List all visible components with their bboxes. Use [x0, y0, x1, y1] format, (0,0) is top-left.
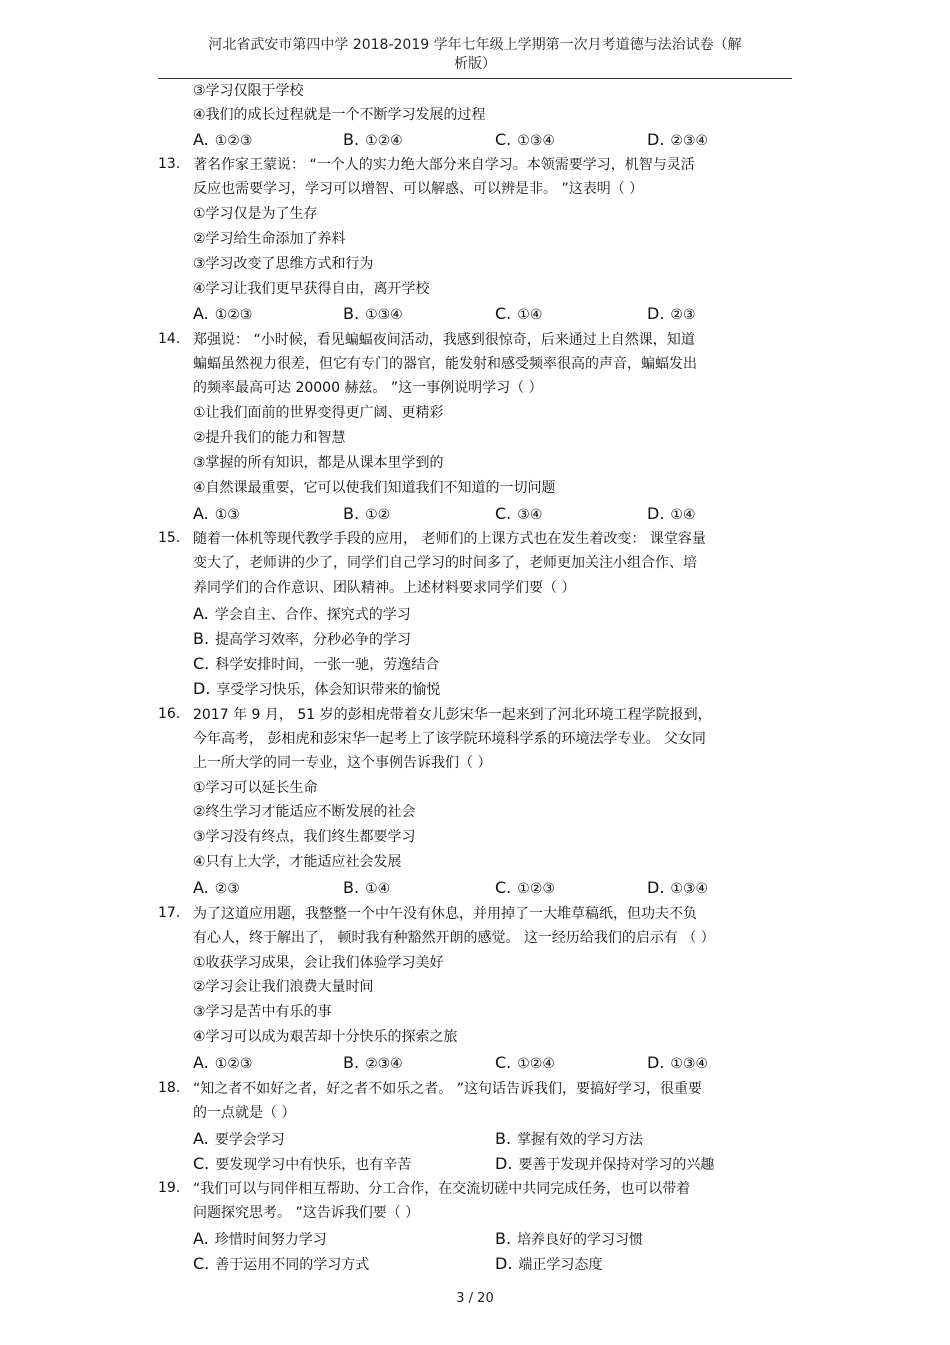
option-c: C. ①③④: [495, 130, 555, 149]
statement: ①学习仅是为了生存: [193, 206, 318, 222]
question-stem: 养同学们的合作意识、团队精神。上述材料要求同学们要（ ）: [193, 580, 576, 596]
option-a: A. ①②③: [193, 1053, 253, 1072]
question-stem: 随着一体机等现代教学手段的应用， 老师们的上课方式也在发生着改变： 课堂容量: [193, 531, 706, 547]
header-title-line1: 河北省武安市第四中学 2018-2019 学年七年级上学期第一次月考道德与法治试卷（解: [208, 37, 742, 53]
option-b: B. 培养良好的学习习惯: [495, 1229, 644, 1248]
question-stem: 的一点就是（ ）: [193, 1105, 296, 1121]
option-d: D. ②③④: [647, 130, 709, 149]
question-number: 18.: [158, 1080, 181, 1096]
question-number: 16.: [158, 706, 181, 722]
question-stem: “我们可以与同伴相互帮助、分工合作，在交流切磋中共同完成任务，也可以带着: [193, 1181, 691, 1197]
question-stem: 郑强说： “小时候，看见蝙蝠夜间活动，我感到很惊奇，后来通过上自然课，知道: [193, 332, 695, 348]
question-stem: 著名作家王蒙说： “一个人的实力绝大部分来自学习。本领需要学习，机智与灵活: [193, 157, 695, 173]
statement: ②提升我们的能力和智慧: [193, 430, 346, 446]
statement: ③学习改变了思维方式和行为: [193, 256, 374, 272]
option-a: A. ②③: [193, 878, 240, 897]
question-stem: 变大了，老师讲的少了，同学们自己学习的时间多了，老师更加关注小组合作、培: [193, 555, 697, 571]
question-number: 14.: [158, 331, 181, 347]
option-c: C. ①②④: [495, 1053, 555, 1072]
question-stem: “知之者不如好之者，好之者不如乐之者。 ”这句话告诉我们，要搞好学习，很重要: [193, 1081, 702, 1097]
option-b: B. ①②: [343, 504, 391, 523]
statement: ③学习是苦中有乐的事: [193, 1004, 332, 1020]
option-b: B. 提高学习效率，分秒必争的学习: [193, 629, 412, 648]
statement: ②终生学习才能适应不断发展的社会: [193, 804, 416, 820]
statement: ③掌握的所有知识，都是从课本里学到的: [193, 455, 444, 471]
header-title-line2: 析版）: [454, 56, 496, 72]
option-a: A. ①③: [193, 504, 240, 523]
page-header: [158, 36, 792, 74]
statement: ④学习可以成为艰苦却十分快乐的探索之旅: [193, 1029, 458, 1045]
statement: ④我们的成长过程就是一个不断学习发展的过程: [193, 107, 486, 123]
statement: ④学习让我们更早获得自由，离开学校: [193, 281, 430, 297]
option-a: A. ①②③: [193, 304, 253, 323]
question-stem: 今年高考， 彭相虎和彭宋华一起考上了该学院环境科学系的环境法学专业。 父女同: [193, 731, 706, 747]
statement: ①让我们面前的世界变得更广阔、更精彩: [193, 405, 444, 421]
question-stem: 上一所大学的同一专业，这个事例告诉我们（ ）: [193, 755, 492, 771]
option-c: C. ①②③: [495, 878, 555, 897]
option-d: D. 要善于发现并保持对学习的兴趣: [495, 1154, 715, 1173]
statement: ③学习没有终点，我们终生都要学习: [193, 829, 416, 845]
question-stem: 蝙蝠虽然视力很差，但它有专门的器官，能发射和感受频率很高的声音，蝙蝠发出: [193, 356, 697, 372]
option-d: D. 端正学习态度: [495, 1254, 603, 1273]
question-stem: 的频率最高可达 20000 赫兹。 ”这一事例说明学习（ ）: [193, 380, 543, 396]
question-stem: 为了这道应用题，我整整一个中午没有休息，并用掉了一大堆草稿纸，但功夫不负: [193, 906, 697, 922]
option-d: D. 享受学习快乐，体会知识带来的愉悦: [193, 679, 441, 698]
question-number: 17.: [158, 905, 181, 921]
statement: ④只有上大学，才能适应社会发展: [193, 854, 402, 870]
option-a: A. 学会自主、合作、探究式的学习: [193, 604, 411, 623]
question-stem: 2017 年 9 月， 51 岁的彭相虎带着女儿彭宋华一起来到了河北环境工程学院报到，: [193, 707, 712, 723]
header-divider: [158, 78, 792, 79]
option-b: B. ①③④: [343, 304, 403, 323]
option-d: D. ①③④: [647, 878, 709, 897]
option-a: A. 珍惜时间努力学习: [193, 1229, 327, 1248]
question-number: 13.: [158, 156, 181, 172]
option-c: C. ③④: [495, 504, 543, 523]
option-c: C. ①④: [495, 304, 543, 323]
statement: ①收获学习成果，会让我们体验学习美好: [193, 955, 444, 971]
option-d: D. ②③: [647, 304, 696, 323]
option-b: B. 掌握有效的学习方法: [495, 1129, 644, 1148]
option-b: B. ②③④: [343, 1053, 403, 1072]
option-c: C. 要发现学习中有快乐，也有辛苦: [193, 1154, 412, 1173]
option-d: D. ①④: [647, 504, 696, 523]
question-number: 15.: [158, 530, 181, 546]
option-b: B. ①②④: [343, 130, 403, 149]
option-c: C. 善于运用不同的学习方式: [193, 1254, 370, 1273]
statement: ②学习会让我们浪费大量时间: [193, 979, 374, 995]
question-stem: 有心人，终于解出了， 顿时我有种豁然开朗的感觉。 这一经历给我们的启示有 （ ）: [193, 930, 715, 946]
question-stem: 反应也需要学习，学习可以增智、可以解惑、可以辨是非。 ”这表明（ ）: [193, 181, 644, 197]
option-d: D. ①③④: [647, 1053, 709, 1072]
statement: ③学习仅限于学校: [193, 83, 304, 99]
question-stem: 问题探究思考。 ”这告诉我们要（ ）: [193, 1205, 420, 1221]
option-a: A. ①②③: [193, 130, 253, 149]
page-number: 3 / 20: [456, 1291, 494, 1306]
option-b: B. ①④: [343, 878, 391, 897]
statement: ①学习可以延长生命: [193, 780, 318, 796]
option-c: C. 科学安排时间，一张一驰，劳逸结合: [193, 654, 440, 673]
option-a: A. 要学会学习: [193, 1129, 285, 1148]
statement: ②学习给生命添加了养料: [193, 231, 346, 247]
question-number: 19.: [158, 1180, 181, 1196]
statement: ④自然课最重要，它可以使我们知道我们不知道的一切问题: [193, 480, 556, 496]
